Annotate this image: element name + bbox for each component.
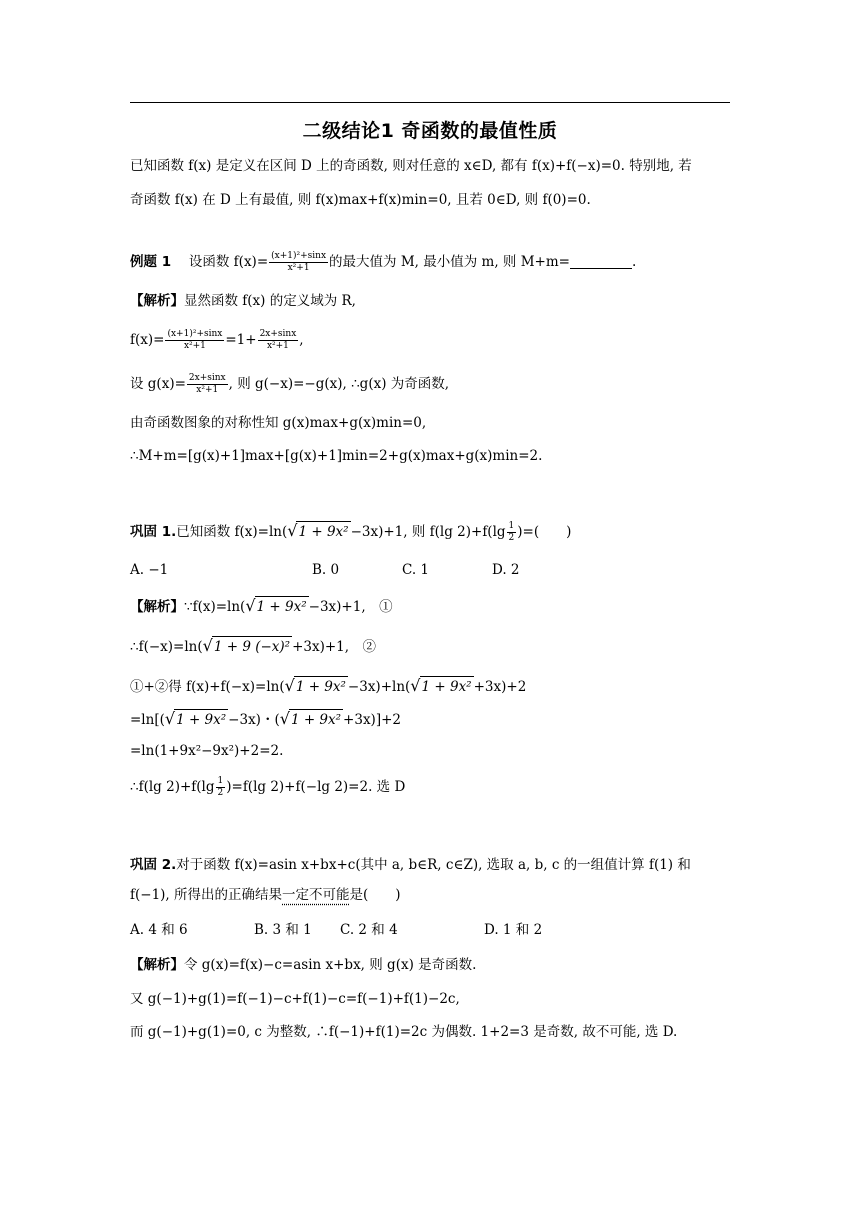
solution-1-line-5: ∴M+m=[g(x)+1]max+[g(x)+1]min=2+g(x)max+g(x)min=2. (130, 448, 543, 464)
intro-line-2: 奇函数 f(x) 在 D 上有最值, 则 f(x)max+f(x)min=0, 且若 0∈D, 则 f(0)=0. (130, 192, 591, 208)
question-1: 巩固 1.已知函数 f(x)=ln(√1 + 9x² −3x)+1, 则 f(lg 2)+f(lg $\frac{1}{2}$ )=( ) (130, 521, 572, 543)
solution-2-line-4: =ln[(√1 + 9x² −3x)・(√1 + 9x² +3x)]+2 (130, 709, 401, 728)
question-1-options (130, 560, 750, 580)
solution-2-line-1: 【解析】∵f(x)=ln(√1 + 9x² −3x)+1, ① (130, 596, 393, 615)
option-d: D. 2 (492, 562, 520, 578)
option-c: C. 1 (402, 562, 430, 578)
solution-2-line-6: ∴f(lg 2)+f(lg $\frac{1}{2}$ )=f(lg 2)+f(−lg 2)=2. 选 D (130, 776, 406, 798)
question-label: 巩固 1. (130, 524, 177, 540)
question-2-line-1: 巩固 2.对于函数 f(x)=asin x+bx+c(其中 a, b∈R, c∈Z), 选取 a, b, c 的一组值计算 f(1) 和 (130, 857, 691, 873)
solution-1-line-2: f(x)= $\frac{\text{(x+1)²+sinx}}{\text{x²+1}}$ =1+ $\frac{2x+\sin x}{\text{x²+1}}$ , (130, 329, 304, 351)
option-a: A. 4 和 6 (130, 922, 188, 938)
fraction: $\frac{\text{(x+1)²+sinx}}{\text{x²+1}}$ (271, 251, 327, 273)
solution-1-line-4: 由奇函数图象的对称性知 g(x)max+g(x)min=0, (130, 415, 427, 431)
solution-2-line-3: ①+②得 f(x)+f(−x)=ln(√1 + 9x² −3x)+ln(√1 + 9x² +3x)+2 (130, 676, 527, 695)
solution-1-line-3: 设 g(x)= $\frac{2x+\sin x}{\text{x²+1}}$ , 则 g(−x)=−g(x), ∴g(x) 为奇函数, (130, 373, 450, 395)
example-label: 例题 1 (130, 254, 172, 270)
question-2-line-2: f(−1), 所得出的正确结果一定不可能是( ) (130, 887, 401, 903)
option-c: C. 2 和 4 (340, 922, 398, 938)
example-1: 例题 1 设函数 f(x)= $\frac{\text{(x+1)²+sinx}}{\text{x²+1}}$ 的最大值为 M, 最小值为 m, 则 M+m= . (130, 251, 637, 273)
header-rule (130, 102, 730, 103)
solution-2-line-5: =ln(1+9x²−9x²)+2=2. (130, 743, 284, 759)
page-title: 二级结论1 奇函数的最值性质 (302, 120, 558, 142)
solution-1-line-1: 【解析】显然函数 f(x) 的定义域为 R, (130, 293, 356, 309)
solution-label: 【解析】 (130, 293, 184, 309)
answer-blank (570, 254, 632, 269)
solution-3-line-2: 又 g(−1)+g(1)=f(−1)−c+f(1)−c=f(−1)+f(1)−2c, (130, 991, 460, 1007)
intro-line-1: 已知函数 f(x) 是定义在区间 D 上的奇函数, 则对任意的 x∈D, 都有 f(x)+f(−x)=0. 特别地, 若 (130, 158, 692, 174)
option-d: D. 1 和 2 (484, 922, 543, 938)
question-2-options (130, 920, 750, 940)
option-a: A. −1 (130, 562, 169, 578)
emphasis-dotted: 一定不可能 (282, 887, 350, 903)
solution-2-line-2: ∴f(−x)=ln(√1 + 9 (−x)² +3x)+1, ② (130, 636, 377, 655)
option-b: B. 0 (312, 562, 340, 578)
option-b: B. 3 和 1 (254, 922, 312, 938)
solution-3-line-1: 【解析】令 g(x)=f(x)−c=asin x+bx, 则 g(x) 是奇函数. (130, 957, 477, 973)
solution-3-line-3: 而 g(−1)+g(1)=0, c 为整数, ∴f(−1)+f(1)=2c 为偶数. 1+2=3 是奇数, 故不可能, 选 D. (130, 1024, 678, 1040)
